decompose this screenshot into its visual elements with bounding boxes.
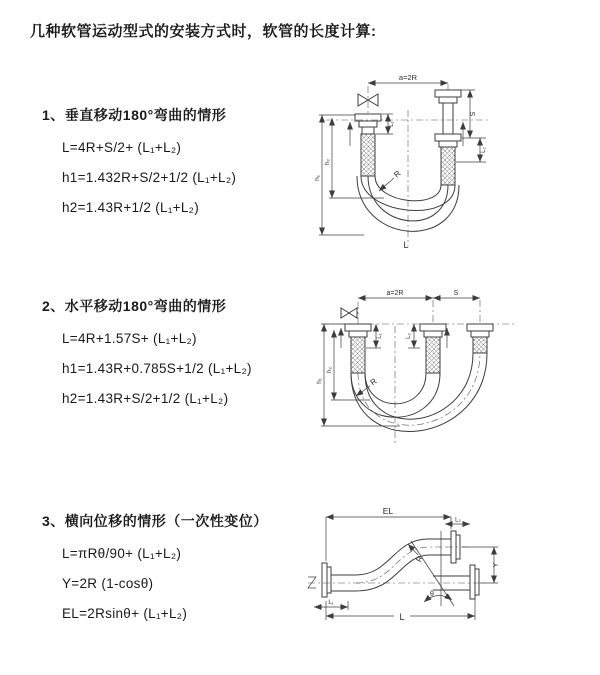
section-2 <box>42 296 327 406</box>
hose-u-bend <box>351 353 487 432</box>
centerlines <box>308 547 488 583</box>
dim-label-span: a=2R <box>398 73 418 82</box>
left-pipe-assembly <box>355 114 381 176</box>
dim-label-l1: L₁ <box>328 600 334 606</box>
hose-centerline <box>358 353 480 425</box>
dim-label-l1: L₁ <box>377 333 383 339</box>
formula-h1: h1=1.43R+0.785S+1/2 (L₁+L₂) <box>62 361 252 376</box>
moving-pipe-position-1 <box>420 324 446 373</box>
dim-span <box>358 290 433 298</box>
dim-length <box>326 599 475 622</box>
dim-label-l1: L₁ <box>389 121 395 127</box>
radius-callout <box>408 544 425 563</box>
formula-el: EL=2Rsinθ+ (L₁+L₂) <box>62 606 188 621</box>
page-title: 几种软管运动型式的安装方式时，软管的长度计算: <box>30 23 377 40</box>
dim-l1 <box>314 600 348 610</box>
dim-span <box>368 73 448 83</box>
dim-label-length: L <box>403 240 409 250</box>
dim-label-h1: h₁ <box>316 378 323 384</box>
radius-callout <box>379 169 403 191</box>
dim-l1 <box>376 114 395 134</box>
dim-label-l2: L₂ <box>481 147 487 153</box>
dim-label-l2: L₂ <box>455 517 461 524</box>
theta-construction <box>411 531 454 606</box>
dim-label-s: S <box>453 290 459 297</box>
dim-label-radius: R <box>414 554 426 564</box>
dim-label-el: EL <box>382 506 394 516</box>
section-3-heading: 3、横向位移的情形（一次性变位） <box>42 513 268 529</box>
diagram-horizontal-180-bend <box>308 286 600 454</box>
dim-label-s: S <box>470 111 477 117</box>
dim-label-span: a=2R <box>386 290 404 297</box>
dim-l2 <box>445 518 470 525</box>
left-flange-assembly <box>322 563 356 597</box>
moving-pipe-position-2 <box>467 324 493 353</box>
dim-h-outer <box>314 115 364 235</box>
section-3 <box>42 511 327 621</box>
dim-label-h1: h₁ <box>314 175 321 181</box>
formula-y: Y=2R (1-cosθ) <box>62 576 154 591</box>
dim-el <box>326 506 451 564</box>
diagram-vertical-180-bend <box>310 70 590 260</box>
centerlines <box>326 84 488 246</box>
dim-l2 <box>406 324 420 348</box>
dim-label-y: Y <box>493 562 500 568</box>
right-pipe-assembly <box>435 90 461 185</box>
dim-label-h2: h₂ <box>324 158 331 166</box>
formula-h1: h1=1.432R+S/2+1/2 (L₁+L₂) <box>62 170 237 185</box>
formula-h2: h2=1.43R+S/2+1/2 (L₁+L₂) <box>62 391 229 406</box>
section-1-heading: 1、垂直移动180°弯曲的情形 <box>42 107 227 123</box>
hose-centerline <box>356 547 451 583</box>
dim-label-radius: R <box>368 376 379 388</box>
formula-length: L=4R+S/2+ (L₁+L₂) <box>62 140 182 155</box>
axis-break-mark <box>308 577 316 588</box>
formula-h2: h2=1.43R+1/2 (L₁+L₂) <box>62 200 200 215</box>
section-1 <box>42 105 327 215</box>
dim-stroke-s <box>433 290 480 298</box>
dim-label-l2: L₂ <box>406 333 412 339</box>
section-2-heading: 2、水平移动180°弯曲的情形 <box>42 298 227 314</box>
dim-l1 <box>366 324 383 348</box>
formula-length: L=4R+1.57S+ (L₁+L₂) <box>62 331 197 346</box>
diagram-lateral-displacement <box>298 503 600 638</box>
fixed-pipe-assembly <box>345 324 371 373</box>
valve-icon <box>341 308 357 318</box>
dim-label-length: L <box>399 612 405 622</box>
dim-label-radius: R <box>392 168 403 180</box>
dim-y <box>462 547 500 583</box>
dim-l2 <box>456 138 487 162</box>
formula-length: L=πRθ/90+ (L₁+L₂) <box>62 546 182 561</box>
original-position-pipe <box>433 565 479 599</box>
dim-label-theta: θ <box>430 591 434 598</box>
dim-label-h2: h₂ <box>326 366 333 374</box>
